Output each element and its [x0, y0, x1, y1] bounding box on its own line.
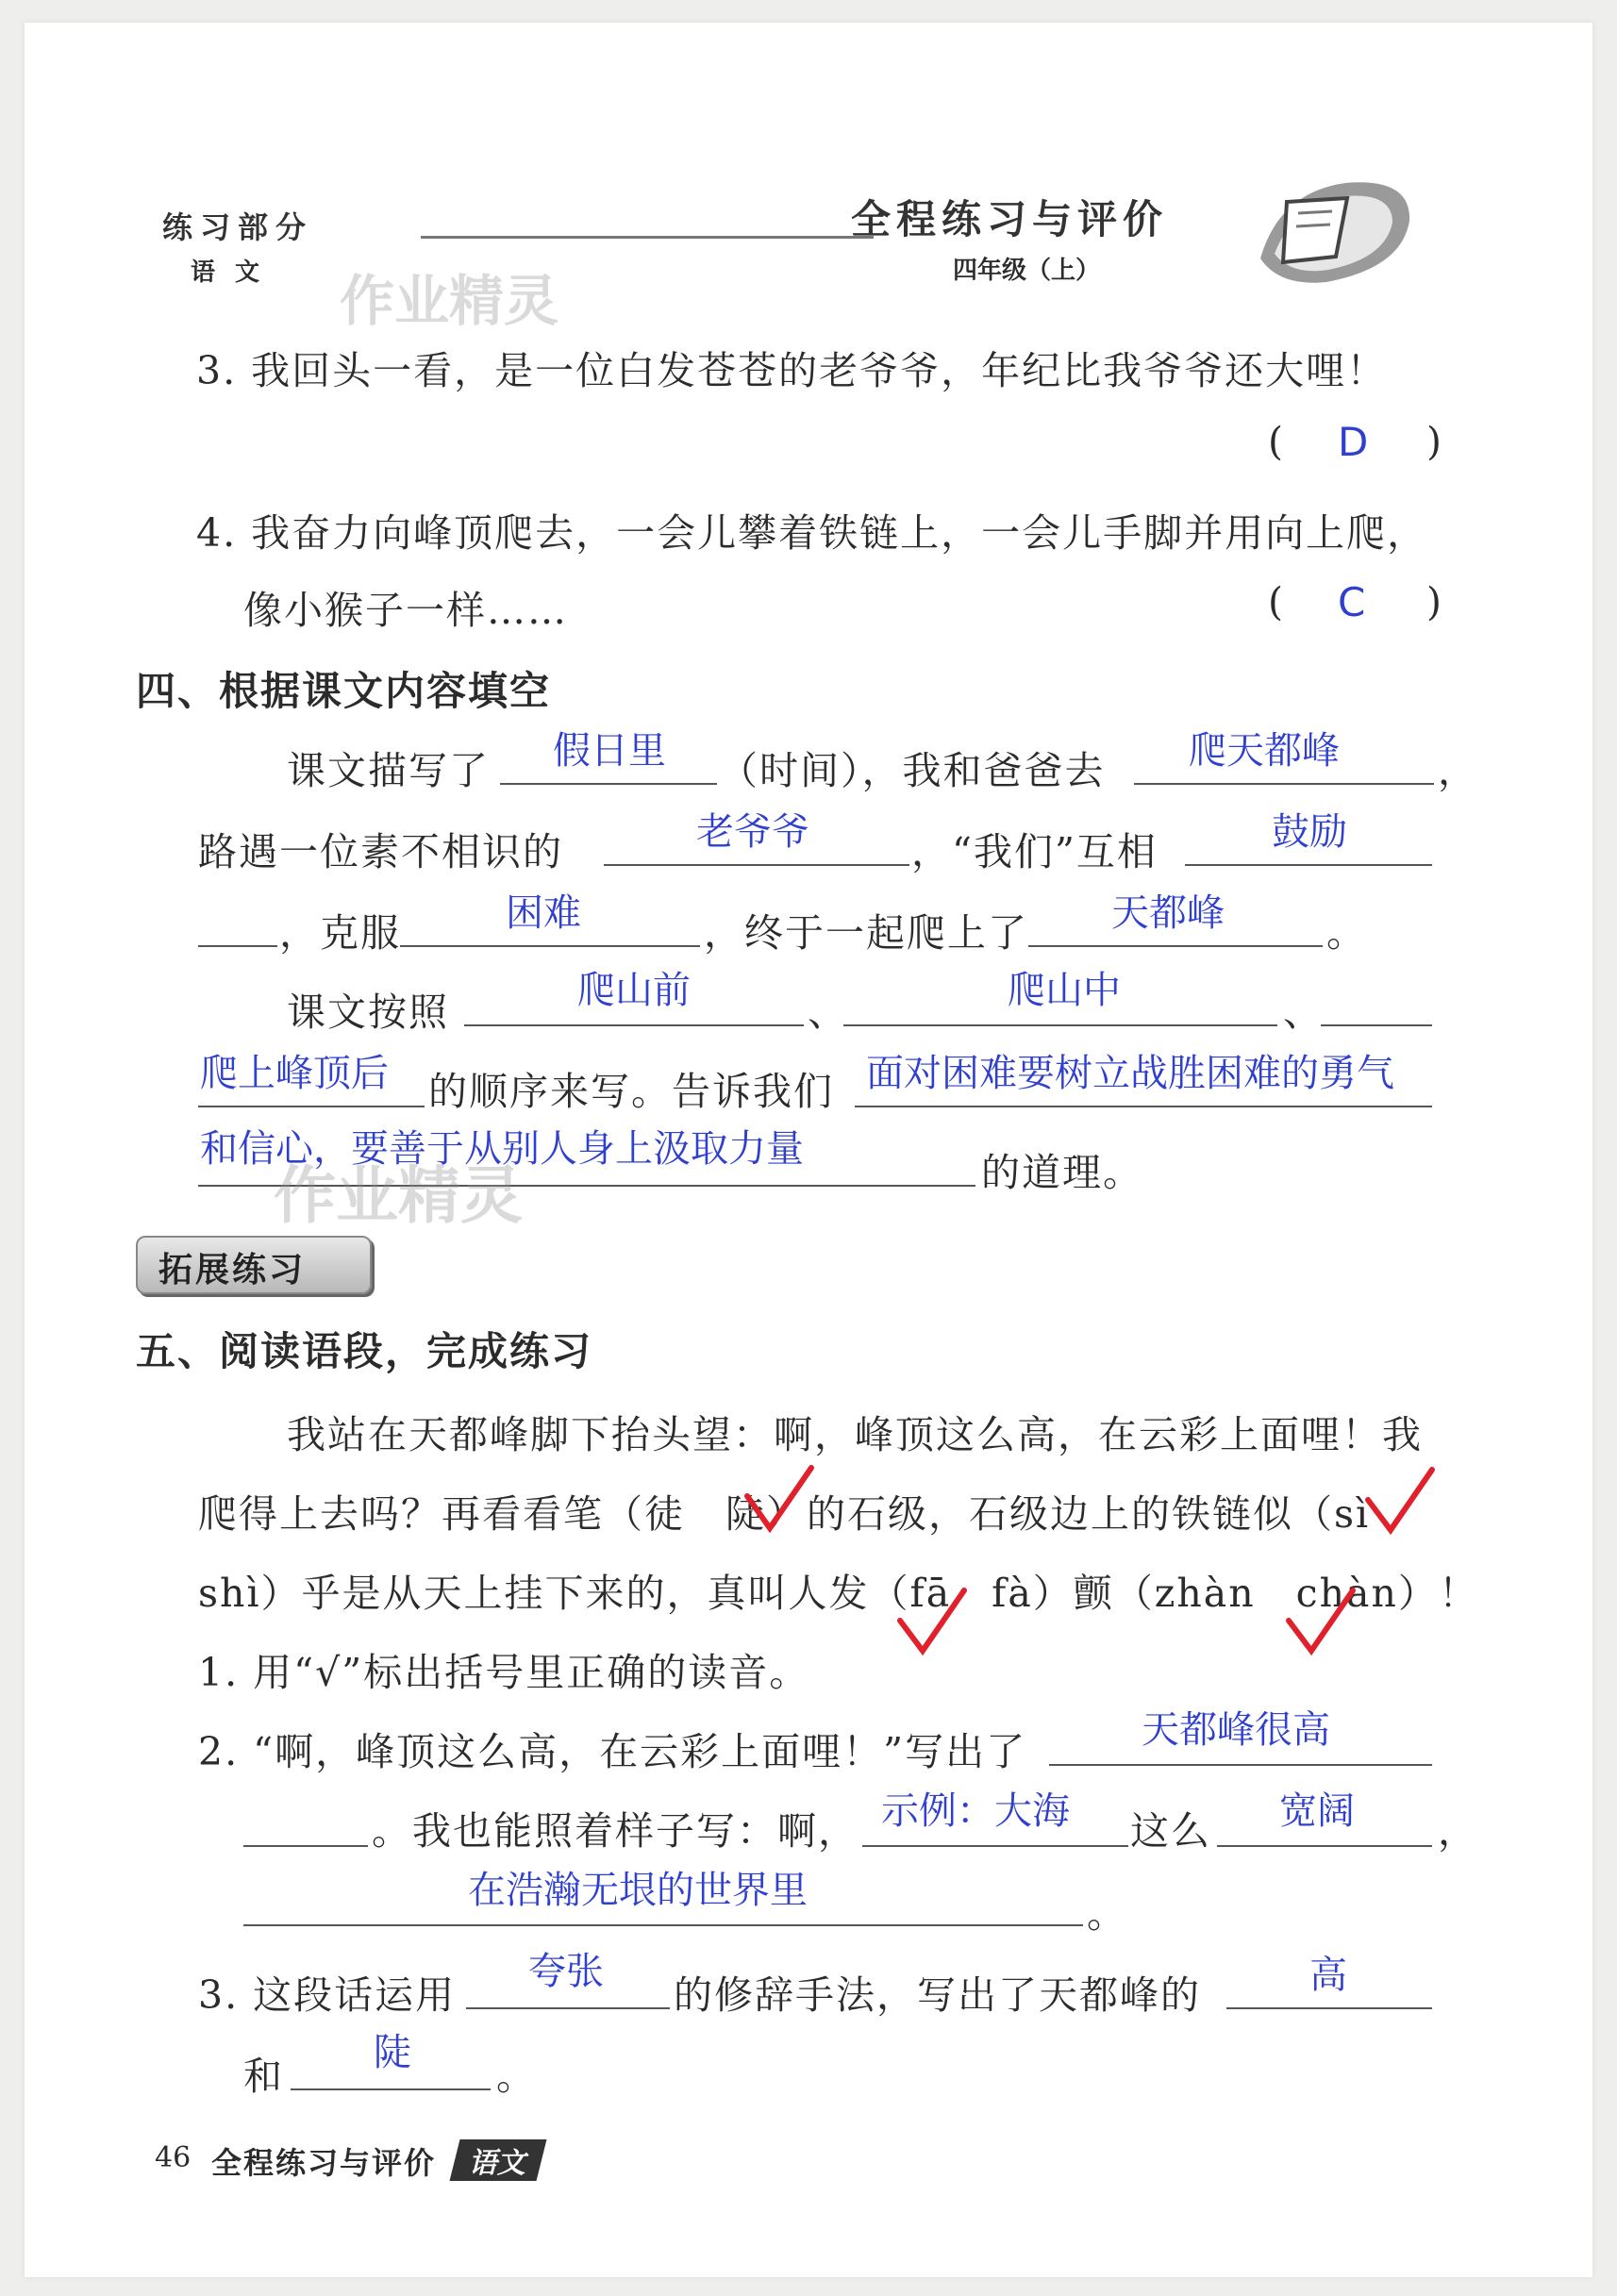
- p4-answer-8: 爬山中: [1008, 969, 1121, 1012]
- q2-blank-4: [243, 1924, 1083, 1926]
- q2-text-4: ，: [1438, 1808, 1478, 1854]
- q2-blank-1b: [243, 1845, 368, 1847]
- header-brand: 全程练习与评价: [851, 196, 1169, 242]
- q1-text: 1. 用“√”标出括号里正确的读音。: [198, 1650, 810, 1695]
- watermark-top: 作业精灵: [340, 269, 559, 333]
- p4-answer-4: 鼓励: [1272, 810, 1347, 854]
- q4-paren-open: (: [1268, 579, 1285, 624]
- q2-answer-1: 天都峰很高: [1142, 1708, 1330, 1752]
- p4-answer-3: 老爷爷: [696, 810, 809, 854]
- p4-text-7: ，终于一起爬上了: [704, 910, 1028, 956]
- p4-text-12: 的顺序来写。告诉我们: [428, 1069, 834, 1114]
- q4-paren-close: ): [1426, 579, 1443, 624]
- p4-blank-2: [1134, 783, 1434, 785]
- p4-answer-6: 天都峰: [1111, 891, 1225, 935]
- q3b-text-1: 3. 这段话运用: [198, 1972, 457, 2018]
- p4-text-3: ，: [1438, 748, 1478, 793]
- workbook-page: [25, 23, 1592, 2277]
- header-section: 练习部分: [162, 209, 314, 245]
- passage-line3: shì）乎是从天上挂下来的，真叫人发（fā fà）颤（zhàn chàn）！: [198, 1571, 1479, 1616]
- q4-line2: 像小猴子一样……: [243, 588, 568, 633]
- q3b-text-3: 和: [243, 2054, 284, 2099]
- q2-blank-1: [1049, 1764, 1432, 1766]
- q3b-answer-2: 高: [1309, 1954, 1347, 1997]
- p4-text-13: 的道理。: [981, 1150, 1143, 1195]
- expand-badge-label: 拓展练习: [158, 1251, 307, 1289]
- p4-answer-11: 和信心，要善于从别人身上汲取力量: [200, 1127, 804, 1171]
- p4-text-10: 、: [808, 990, 848, 1035]
- q3b-blank-2: [1226, 2007, 1432, 2009]
- page-number: 46: [155, 2141, 192, 2174]
- p4-text-8: 。: [1326, 910, 1367, 956]
- q2-text-2: 。我也能照着样子写：啊，: [372, 1808, 859, 1854]
- q3b-blank-1: [466, 2007, 670, 2009]
- check-mark-icon: [1283, 1585, 1359, 1660]
- q2-text-3: 这么: [1130, 1808, 1211, 1854]
- q3b-answer-1: 夸张: [528, 1950, 604, 1993]
- q2-text-5: 。: [1087, 1891, 1127, 1937]
- p4-blank-9a: [1321, 1024, 1432, 1026]
- check-mark-icon: [742, 1462, 817, 1538]
- p4-blank-5: [400, 945, 700, 947]
- passage-line2: 爬得上去吗？再看看笔（徒 陡）的石级，石级边上的铁链似（sì: [198, 1491, 1371, 1537]
- q3b-answer-3: 陡: [374, 2031, 411, 2074]
- p4-answer-1: 假日里: [553, 729, 666, 773]
- q2-text-1: 2. “啊，峰顶这么高，在云彩上面哩！”写出了: [198, 1729, 1027, 1774]
- p4-text-6: ，克服: [279, 910, 401, 956]
- q3b-blank-3: [291, 2088, 491, 2090]
- p4-answer-7: 爬山前: [577, 969, 691, 1012]
- p4-blank-7: [464, 1024, 804, 1026]
- check-mark-icon: [1362, 1464, 1438, 1539]
- q2-answer-4: 在浩瀚无垠的世界里: [468, 1869, 808, 1912]
- p4-blank-9: [198, 1106, 425, 1107]
- footer-subject-tag: 语文: [450, 2139, 547, 2181]
- q2-answer-2: 示例：大海: [881, 1789, 1070, 1833]
- p4-text-1: 课文描写了: [287, 748, 490, 793]
- q3-paren-close: ): [1426, 419, 1443, 464]
- p4-blank-3: [604, 864, 909, 866]
- p4-answer-5: 困难: [506, 891, 581, 935]
- passage-line1: 我站在天都峰脚下抬头望：啊，峰顶这么高，在云彩上面哩！我: [287, 1412, 1423, 1457]
- q3-paren-open: (: [1268, 419, 1285, 464]
- p4-blank-6: [1028, 945, 1323, 947]
- p4-text-5: ，“我们”互相: [911, 829, 1158, 874]
- p4-text-9: 课文按照: [287, 990, 449, 1035]
- p4-blank-10: [855, 1106, 1432, 1107]
- part5-title: 五、阅读语段，完成练习: [136, 1328, 593, 1374]
- check-mark-icon: [894, 1585, 970, 1660]
- p4-text-4: 路遇一位素不相识的: [198, 829, 563, 874]
- part4-title: 四、根据课文内容填空: [136, 668, 552, 714]
- q4-line1: 4. 我奋力向峰顶爬去，一会儿攀着铁链上，一会儿手脚并用向上爬，: [196, 510, 1428, 556]
- p4-blank-8: [843, 1024, 1277, 1026]
- p4-blank-4b: [198, 945, 277, 947]
- header-grade: 四年级（上）: [953, 257, 1101, 285]
- q3-text: 3. 我回头一看，是一位白发苍苍的老爷爷，年纪比我爷爷还大哩！: [196, 348, 1388, 393]
- q3b-text-2: 的修辞手法，写出了天都峰的: [674, 1972, 1201, 2018]
- q3b-text-4: 。: [496, 2054, 537, 2099]
- watermark-mid: 作业精灵: [274, 1159, 523, 1232]
- q2-blank-3: [1217, 1845, 1432, 1847]
- p4-answer-9: 爬上峰顶后: [200, 1052, 389, 1095]
- brand-logo-icon: [1242, 164, 1430, 296]
- p4-answer-2: 爬天都峰: [1189, 729, 1340, 773]
- q4-answer: C: [1338, 579, 1366, 625]
- expand-badge: [136, 1236, 372, 1294]
- q2-blank-2: [862, 1845, 1128, 1847]
- p4-text-11: 、: [1283, 990, 1324, 1035]
- header-rule: [421, 236, 874, 239]
- footer-brand: 全程练习与评价: [211, 2145, 437, 2181]
- p4-blank-4: [1185, 864, 1432, 866]
- q2-answer-3: 宽阔: [1279, 1789, 1355, 1833]
- p4-answer-10: 面对困难要树立战胜困难的勇气: [866, 1052, 1394, 1095]
- p4-text-2: （时间），我和爸爸去: [719, 748, 1106, 793]
- p4-blank-1: [500, 783, 717, 785]
- q3-answer: D: [1338, 419, 1369, 465]
- header-subject: 语 文: [191, 258, 266, 287]
